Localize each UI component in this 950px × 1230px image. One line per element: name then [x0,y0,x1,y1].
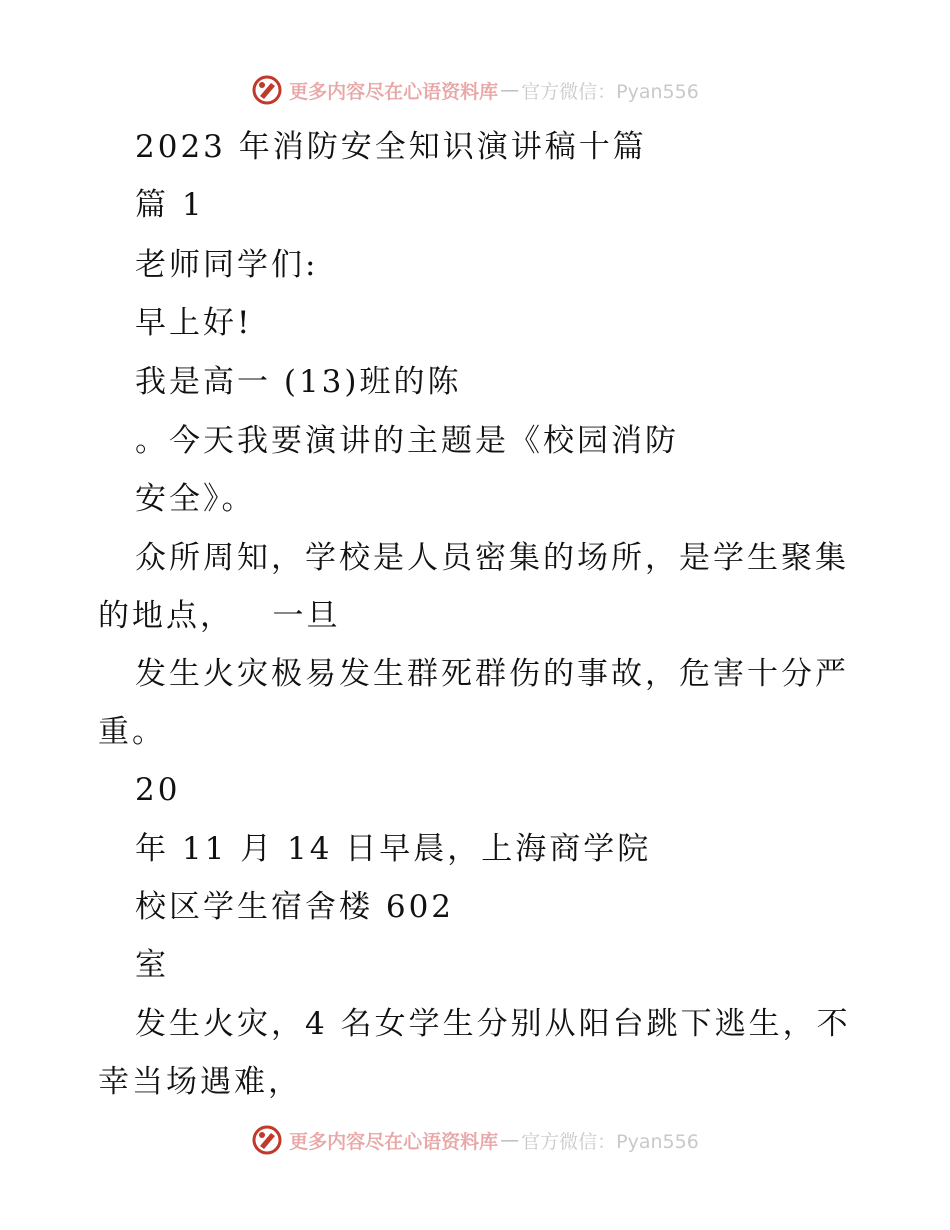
text-line: 幸当场遇难， [98,1064,302,1100]
header-banner [0,70,950,110]
text-line: 早上好! [135,305,253,341]
banner-main-text: 更多内容尽在心语资料库 [289,80,499,103]
text-line: 年 11 月 14 日早晨，上海商学院 [135,831,652,867]
text-line: 重。 [98,714,166,750]
text-line: 发生火灾极易发生群死群伤的事故，危害十分严 [135,656,849,692]
section-heading: 篇 1 [135,187,205,223]
text-line: 室 [135,947,169,983]
text-line: 。今天我要演讲的主题是《校园消防 [135,423,679,459]
text-line: 我是高一 (13)班的陈 [135,364,462,400]
banner-dash: — [500,79,520,101]
text-line: 老师同学们: [135,247,319,283]
logo-icon [251,74,283,106]
footer-banner [0,1120,950,1160]
banner-dash: — [500,1129,520,1151]
text-line: 校区学生宿舍楼 602 [135,889,455,925]
document-title: 2023 年消防安全知识演讲稿十篇 [135,129,647,165]
logo-icon [251,1124,283,1156]
banner-main-text: 更多内容尽在心语资料库 [289,1130,499,1153]
text-line: 安全》。 [135,481,256,517]
text-line: 的地点， 一旦 [98,598,341,634]
banner-wechat-text: 官方微信：Pyan556 [521,80,699,103]
text-line: 20 [135,772,181,808]
banner-wechat-text: 官方微信：Pyan556 [521,1130,699,1153]
text-line: 发生火灾，4 名女学生分别从阳台跳下逃生，不 [135,1006,851,1042]
text-line: 众所周知，学校是人员密集的场所，是学生聚集 [135,540,849,576]
